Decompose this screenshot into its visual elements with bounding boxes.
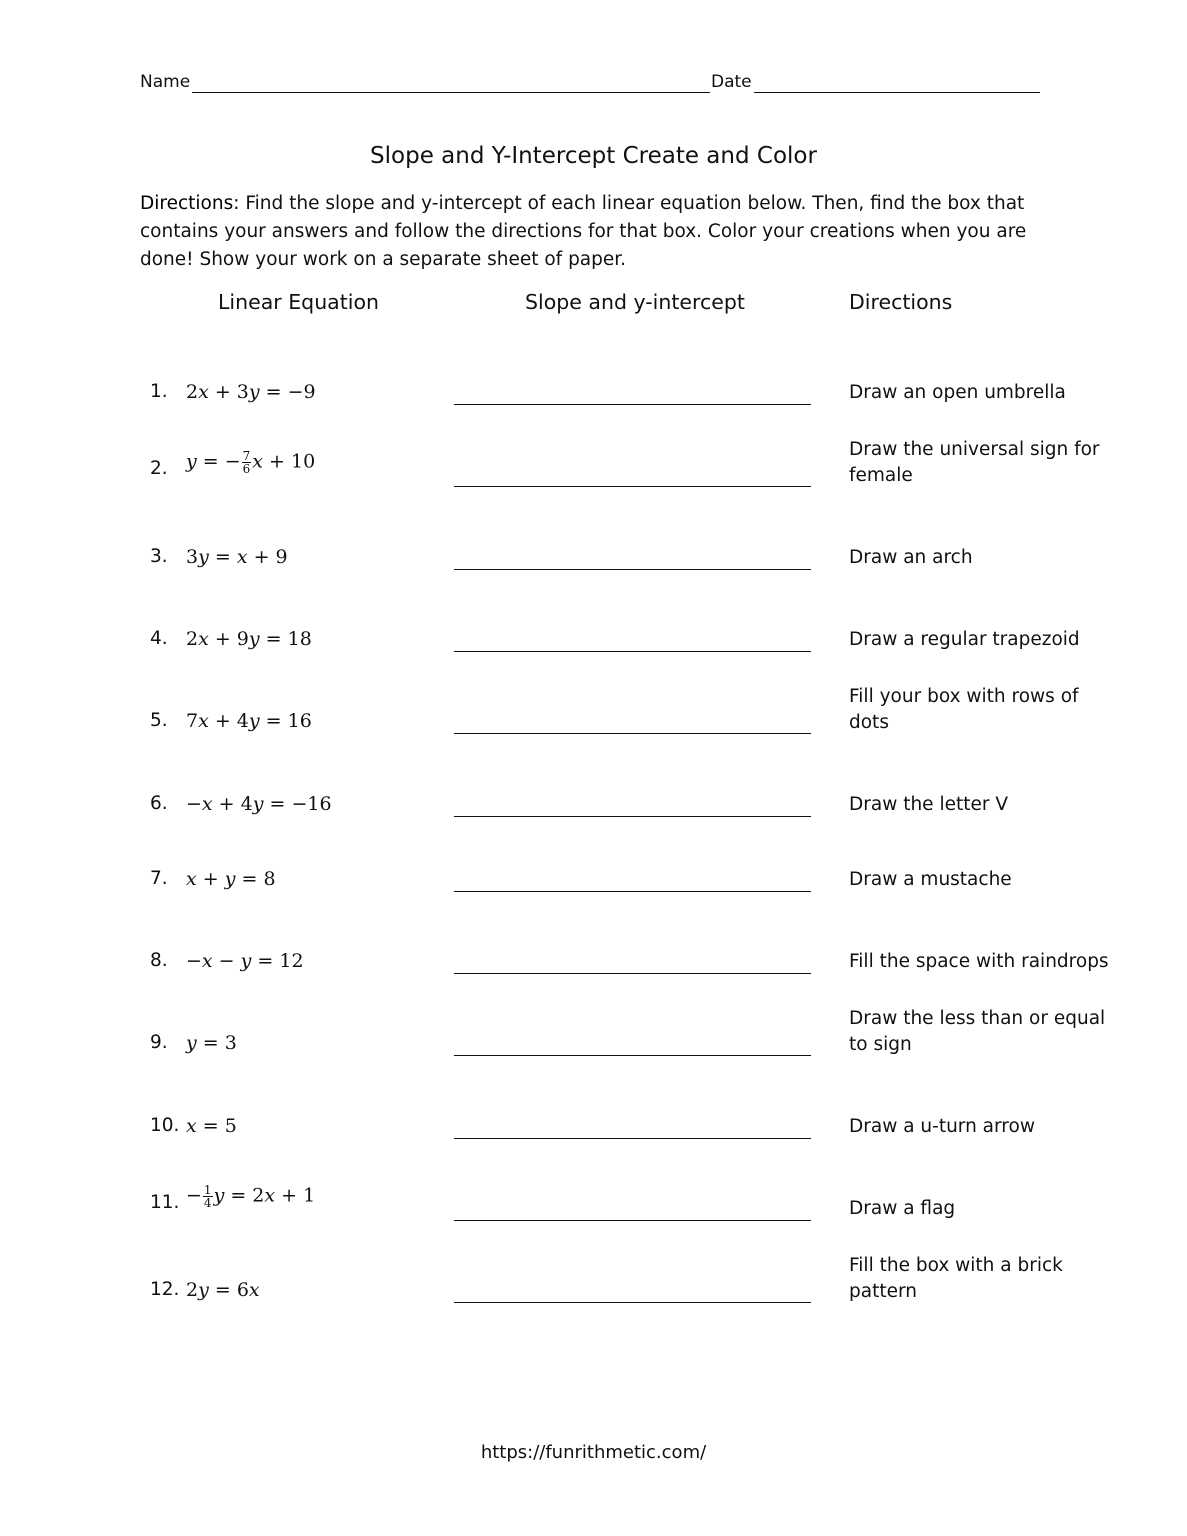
name-field[interactable] (192, 92, 710, 93)
worksheet-title: Slope and Y-Intercept Create and Color (370, 143, 817, 169)
equation: 2𝑦 = 6𝑥 (186, 1279, 260, 1301)
direction-text: Draw a regular trapezoid (849, 629, 1080, 650)
direction-text: Draw a mustache (849, 869, 1012, 890)
equation: 𝑦 = − $\frac{7}{6}$ 𝑥 + 10 (186, 449, 316, 476)
direction-text: Draw an arch (849, 547, 973, 568)
problem-number: 3. (150, 546, 168, 567)
date-label: Date (711, 72, 752, 92)
direction-text: Fill the space with raindrops (849, 951, 1109, 972)
column-header-answer: Slope and y-intercept (525, 290, 745, 314)
column-header-equation: Linear Equation (218, 290, 380, 314)
direction-text: Fill your box with rows of dots (849, 686, 1079, 733)
column-header-directions: Directions (849, 290, 953, 314)
directions-label: Directions: (140, 193, 240, 214)
answer-line[interactable] (454, 486, 811, 487)
date-field[interactable] (754, 92, 1040, 93)
fraction: $\frac{1}{4}$ (203, 1183, 212, 1210)
equation: 3𝑦 = 𝑥 + 9 (186, 546, 288, 568)
problem-number: 11. (150, 1192, 180, 1213)
answer-line[interactable] (454, 651, 811, 652)
answer-line[interactable] (454, 1302, 811, 1303)
answer-line[interactable] (454, 816, 811, 817)
name-label: Name (140, 72, 191, 92)
direction-text: Fill the box with a brick pattern (849, 1255, 1063, 1302)
equation: 2𝑥 + 3𝑦 = −9 (186, 381, 316, 403)
direction-text: Draw an open umbrella (849, 382, 1066, 403)
fraction: $\frac{7}{6}$ (242, 449, 251, 476)
problem-number: 7. (150, 868, 168, 889)
equation: 7𝑥 + 4𝑦 = 16 (186, 710, 312, 732)
problem-number: 1. (150, 381, 168, 402)
answer-line[interactable] (454, 404, 811, 405)
problem-number: 9. (150, 1032, 168, 1053)
equation: 𝑦 = 3 (186, 1032, 237, 1054)
direction-text: Draw a u-turn arrow (849, 1116, 1035, 1137)
problem-number: 8. (150, 950, 168, 971)
direction-text: Draw the universal sign for female (849, 439, 1100, 486)
answer-line[interactable] (454, 891, 811, 892)
answer-line[interactable] (454, 1138, 811, 1139)
problem-number: 12. (150, 1279, 180, 1300)
equation: − $\frac{1}{4}$ 𝑦 = 2𝑥 + 1 (186, 1183, 316, 1210)
problem-number: 5. (150, 710, 168, 731)
directions-text: Find the slope and y-intercept of each linear equation below. Then, find the box that contains your answers and follow the directions for that box. Color your creations when you are done! Show your work on a separate sheet of paper. (140, 193, 1027, 270)
answer-line[interactable] (454, 1220, 811, 1221)
problem-number: 4. (150, 628, 168, 649)
footer-url[interactable]: https://funrithmetic.com/ (480, 1442, 707, 1463)
directions-paragraph (140, 190, 1070, 274)
direction-text: Draw the letter V (849, 794, 1008, 815)
equation: 𝑥 + 𝑦 = 8 (186, 868, 276, 890)
problem-number: 2. (150, 458, 168, 479)
direction-text: Draw the less than or equal to sign (849, 1008, 1106, 1055)
equation: 2𝑥 + 9𝑦 = 18 (186, 628, 312, 650)
equation: −𝑥 + 4𝑦 = −16 (186, 793, 332, 815)
answer-line[interactable] (454, 973, 811, 974)
equation: −𝑥 − 𝑦 = 12 (186, 950, 304, 972)
answer-line[interactable] (454, 1055, 811, 1056)
answer-line[interactable] (454, 569, 811, 570)
problem-number: 6. (150, 793, 168, 814)
problem-number: 10. (150, 1115, 180, 1136)
equation: 𝑥 = 5 (186, 1115, 237, 1137)
direction-text: Draw a flag (849, 1198, 956, 1219)
answer-line[interactable] (454, 733, 811, 734)
